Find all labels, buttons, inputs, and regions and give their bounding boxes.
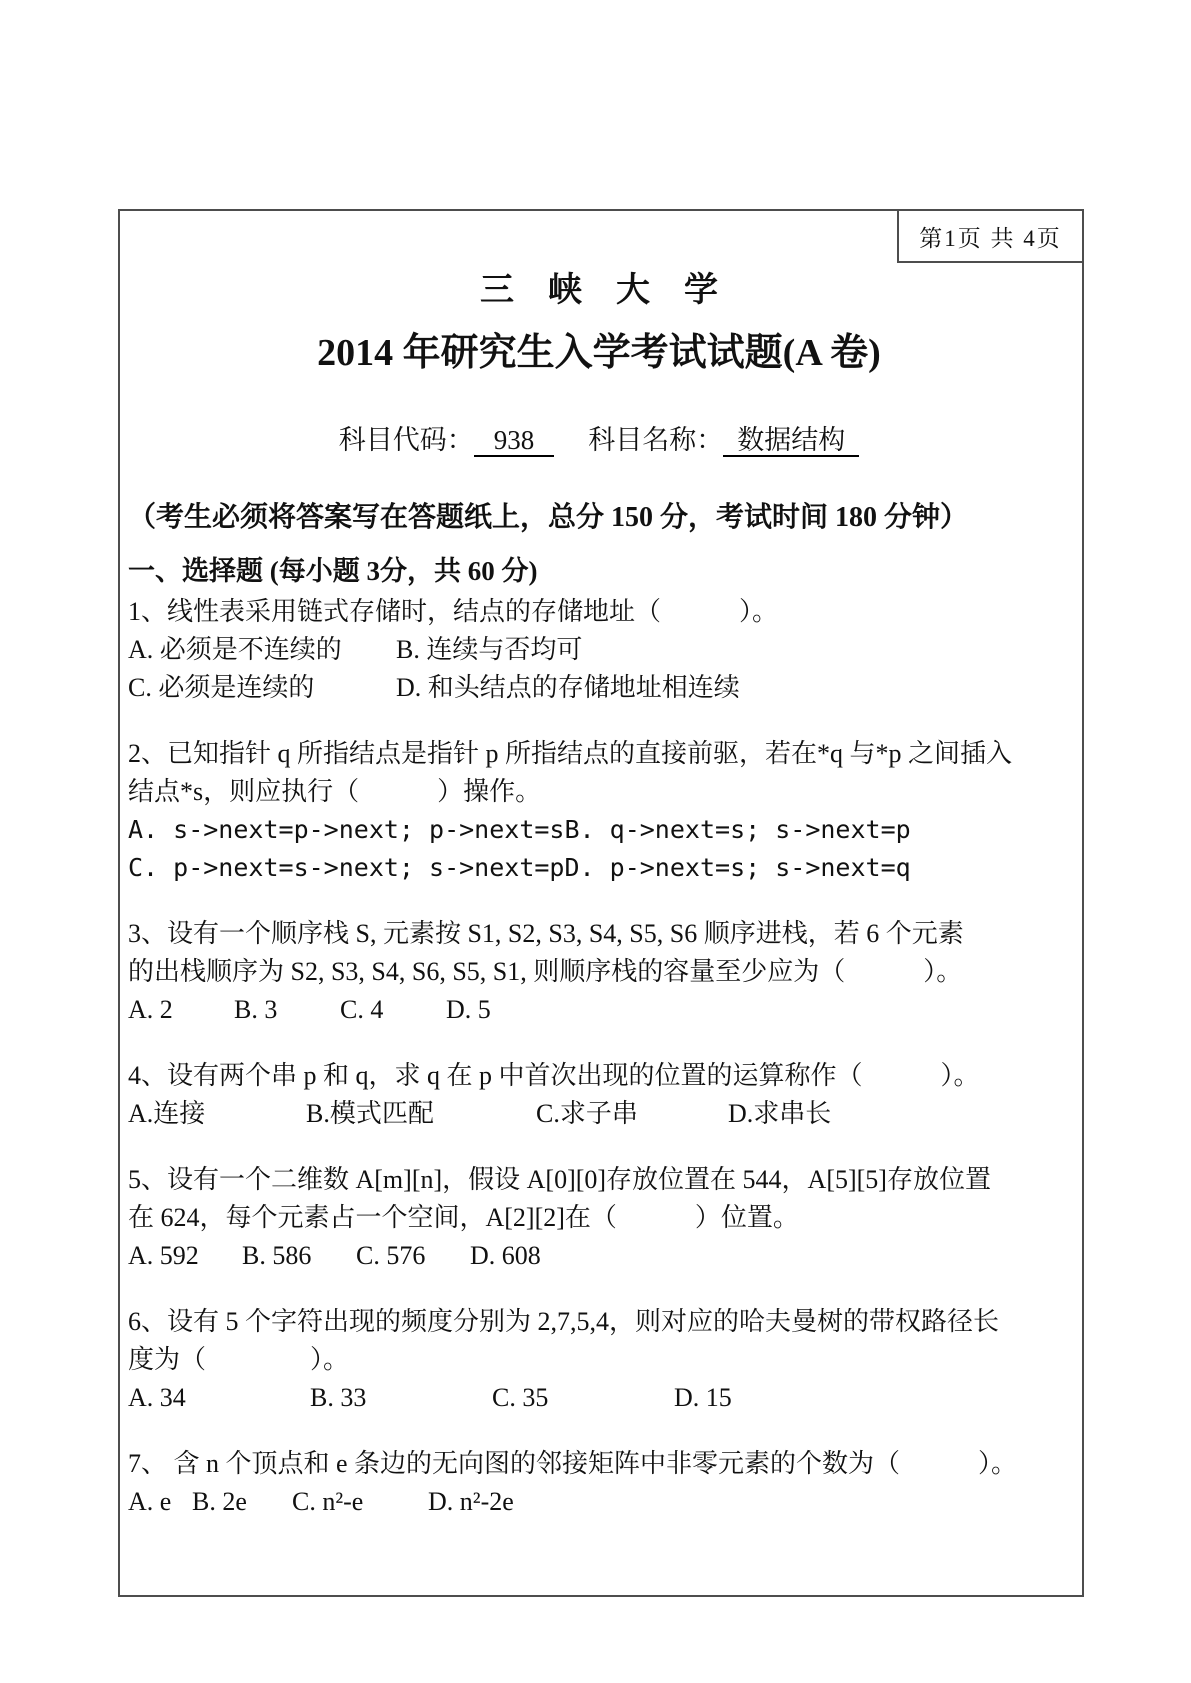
subject-code-label: 科目代码：: [338, 425, 474, 455]
exam-notice: （考生必须将答案写在答题纸上，总分 150 分，考试时间 180 分钟）: [128, 502, 969, 533]
question-5-option-c: C. 576: [356, 1241, 426, 1270]
exam-border-box: [118, 209, 1084, 1597]
question-2-option-c: C. p->next=s->next; s->next=p: [128, 853, 565, 882]
question-3-option-c: C. 4: [340, 995, 384, 1024]
question-7-option-b: B. 2e: [192, 1487, 247, 1516]
question-7-option-a: A. e: [128, 1487, 172, 1516]
question-6-stem-line-2: 度为（ ）。: [128, 1345, 350, 1374]
question-1-option-row-2: [128, 669, 1070, 707]
question-5-stem-line-2: 在 624，每个元素占一个空间，A[2][2]在（ ）位置。: [128, 1203, 799, 1232]
question-1-option-d: D. 和头结点的存储地址相连续: [396, 673, 740, 702]
question-1-option-b: B. 连续与否均可: [396, 635, 583, 664]
question-2-option-d: D. p->next=s; s->next=q: [564, 853, 911, 882]
question-list: [128, 593, 1070, 1521]
subject-line: [128, 422, 1070, 458]
question-3-stem-line-1: 3、设有一个顺序栈 S, 元素按 S1, S2, S3, S4, S5, S6 顺序进栈，若 6 个元素: [128, 919, 964, 948]
page-number-badge: [897, 209, 1084, 263]
question-7-stem: 7、 含 n 个顶点和 e 条边的无向图的邻接矩阵中非零元素的个数为（ ）。: [128, 1449, 1018, 1478]
question-7-option-row: [128, 1483, 1070, 1521]
question-3-stem-line-2: 的出栈顺序为 S2, S3, S4, S6, S5, S1, 则顺序栈的容量至少应为（ ）。: [128, 957, 963, 986]
question-5-option-d: D. 608: [470, 1241, 541, 1270]
question-2-option-row-1: [128, 811, 1070, 849]
question-4-option-row: [128, 1095, 1070, 1133]
question-2: [128, 735, 1070, 887]
university-name: 三 峡 大 学: [480, 272, 718, 309]
question-1: [128, 593, 1070, 707]
question-3: [128, 915, 1070, 1029]
question-7: [128, 1445, 1070, 1521]
question-4-option-b: B.模式匹配: [306, 1099, 434, 1128]
subject-code-value: 938: [474, 425, 555, 457]
question-3-option-row: [128, 991, 1070, 1029]
question-6-option-row: [128, 1379, 1070, 1417]
question-5-stem-line-1: 5、设有一个二维数 A[m][n]，假设 A[0][0]存放位置在 544，A[5][5]存放位置: [128, 1165, 991, 1194]
question-4-option-c: C.求子串: [536, 1099, 638, 1128]
question-3-option-d: D. 5: [446, 995, 491, 1024]
question-3-option-b: B. 3: [234, 995, 278, 1024]
question-1-option-a: A. 必须是不连续的: [128, 635, 342, 664]
question-7-option-c: C. n²-e: [292, 1487, 364, 1516]
question-6-option-b: B. 33: [310, 1383, 367, 1412]
page-number-text: 第1页 共 4页: [919, 225, 1062, 251]
question-6-option-d: D. 15: [674, 1383, 732, 1412]
question-4-stem: 4、设有两个串 p 和 q，求 q 在 p 中首次出现的位置的运算称作（ ）。: [128, 1061, 980, 1090]
question-2-stem-line-2: 结点*s，则应执行（ ）操作。: [128, 777, 542, 806]
question-4-option-d: D.求串长: [728, 1099, 832, 1128]
question-4-option-a: A.连接: [128, 1099, 206, 1128]
question-5-option-a: A. 592: [128, 1241, 199, 1270]
question-6: [128, 1303, 1070, 1417]
question-2-stem-line-1: 2、已知指针 q 所指结点是指针 p 所指结点的直接前驱，若在*q 与*p 之间插入: [128, 739, 1013, 768]
question-7-option-d: D. n²-2e: [428, 1487, 514, 1516]
question-6-option-c: C. 35: [492, 1383, 549, 1412]
question-5-option-b: B. 586: [242, 1241, 312, 1270]
question-6-stem-line-1: 6、设有 5 个字符出现的频度分别为 2,7,5,4，则对应的哈夫曼树的带权路径长: [128, 1307, 1000, 1336]
exam-title: 2014 年研究生入学考试试题(A 卷): [317, 332, 881, 374]
question-1-option-row-1: [128, 631, 1070, 669]
subject-name-label: 科目名称：: [588, 425, 724, 455]
section-heading: 一、选择题 (每小题 3分，共 60 分): [128, 556, 538, 586]
question-5-option-row: [128, 1237, 1070, 1275]
subject-name-value: 数据结构: [723, 425, 859, 457]
question-4: [128, 1057, 1070, 1133]
question-1-stem: 1、线性表采用链式存储时，结点的存储地址（ ）。: [128, 597, 779, 626]
question-2-option-a: A. s->next=p->next; p->next=s: [128, 815, 565, 844]
question-1-option-c: C. 必须是连续的: [128, 673, 315, 702]
question-2-option-row-2: [128, 849, 1070, 887]
question-5: [128, 1161, 1070, 1275]
question-2-option-b: B. q->next=s; s->next=p: [564, 815, 911, 844]
question-3-option-a: A. 2: [128, 995, 173, 1024]
question-6-option-a: A. 34: [128, 1383, 186, 1412]
